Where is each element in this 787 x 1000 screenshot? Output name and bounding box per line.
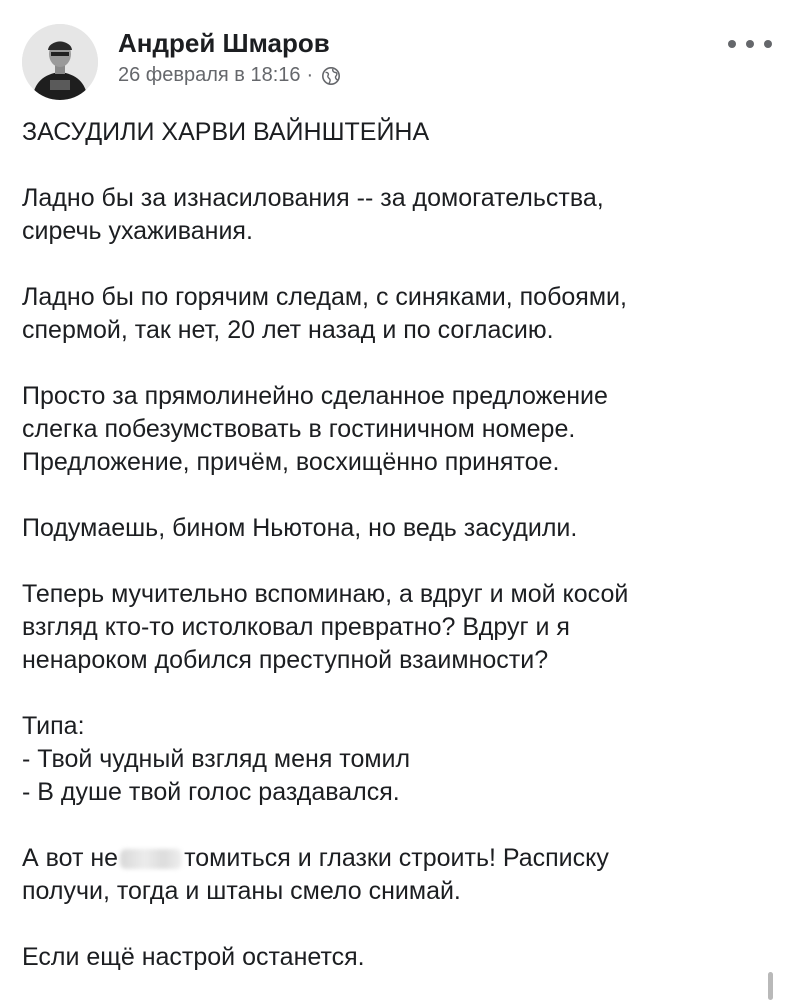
post-paragraph [22,281,762,347]
post-line: Ладно бы за изнасилования -- за домогательства, [22,184,604,212]
post-line: - Твой чудный взгляд меня томил [22,745,411,773]
post-line: Предложение, причём, восхищённо принятое. [22,448,560,476]
post-line: Если ещё настрой останется. [22,943,365,971]
more-dot [764,40,772,48]
more-options-button[interactable] [728,32,772,56]
post-text [22,116,762,1000]
post-paragraph [22,842,762,908]
author-avatar[interactable] [22,24,98,100]
post-paragraph [22,182,762,248]
post-paragraphs [22,116,762,809]
post-line [22,842,762,875]
post-headline: ЗАСУДИЛИ ХАРВИ ВАЙНШТЕЙНА [22,118,430,146]
more-dot [728,40,736,48]
post-line: Ладно бы по горячим следам, с синяками, побоями, [22,283,627,311]
post-line: получи, тогда и штаны смело снимай. [22,877,461,905]
post-line: Просто за прямолинейно сделанное предложение [22,382,608,410]
post-paragraph [22,116,762,149]
post-line: Подумаешь, бином Ньютона, но ведь засудили. [22,514,578,542]
post-line: Теперь мучительно вспоминаю, а вдруг и мой косой [22,580,629,608]
globe-icon[interactable] [321,66,341,86]
post-line: сиречь ухаживания. [22,217,253,245]
scrollbar-thumb[interactable] [768,972,773,1000]
censored-word [120,849,182,869]
post-line: Типа: [22,712,85,740]
avatar-photo [22,24,98,100]
post-line: ненароком добился преступной взаимности? [22,646,549,674]
post-paragraph [22,710,762,809]
post-line: - В душе твой голос раздавался. [22,778,400,806]
post-line: взгляд кто-то истолковал превратно? Вдруг и я [22,613,570,641]
meta-separator: · [306,64,314,86]
post-meta [118,64,341,87]
post-paragraph [22,941,762,974]
post-paragraph [22,380,762,479]
author-name[interactable]: Андрей Шмаров [118,28,330,58]
post-line: слегка побезумствовать в гостиничном номере. [22,415,576,443]
censored-line-end: томиться и глазки строить! Расписку [184,844,609,872]
censored-line-start: А вот не [22,844,119,872]
post-date[interactable]: 26 февраля в 18:16 [118,64,301,86]
post-paragraph [22,512,762,545]
post-line: спермой, так нет, 20 лет назад и по согласию. [22,316,554,344]
post-paragraph [22,578,762,677]
more-dot [746,40,754,48]
